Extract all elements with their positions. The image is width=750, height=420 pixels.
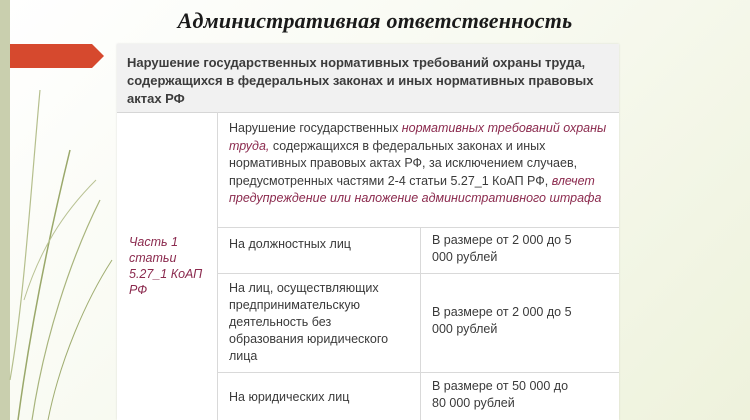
table-header: [117, 44, 619, 113]
grass-line: [10, 90, 40, 380]
penalty-cell: В размере от 2 000 до 5 000 рублей: [432, 233, 572, 264]
penalty-cell: В размере от 2 000 до 5 000 рублей: [432, 305, 572, 336]
article-reference: Часть 1 статьи 5.27_1 КоАП РФ: [129, 235, 203, 297]
penalty-cell: В размере от 50 000 до 80 000 рублей: [432, 379, 569, 410]
description-highlight: влечет предупреждение или наложение административного штрафа: [229, 173, 602, 205]
grass-line: [24, 180, 96, 300]
slide-title: Административная ответственность: [177, 8, 573, 33]
grass-line: [48, 260, 112, 420]
grid-line: [217, 273, 619, 274]
grass-line: [18, 150, 70, 420]
subject-cell: На юридических лиц: [229, 390, 350, 404]
grid-line: [420, 227, 421, 420]
grid-line: [217, 372, 619, 373]
left-border-bar: [0, 0, 10, 420]
grid-line: [217, 227, 619, 228]
description-text: Нарушение государственных: [229, 121, 402, 135]
description-text: содержащихся в федеральных законах и иных нормативных правовых актах РФ, за исключением случаев, предусмотренных частями 2-4 статьи 5.27_1 КоАП РФ,: [229, 138, 578, 188]
penalty-table: [117, 44, 619, 420]
grass-line: [32, 200, 100, 420]
table-header-text: Нарушение государственных нормативных требований охраны труда, содержащихся в федеральных законах и иных нормативных правовых актах РФ: [127, 55, 594, 106]
subject-cell: На лиц, осуществляющих предпринимательскую деятельность без образования юридического лица: [229, 281, 389, 363]
description-highlight: нормативных требований охраны труда,: [229, 121, 607, 153]
subject-cell: На должностных лиц: [229, 237, 351, 251]
grid-line: [217, 112, 218, 420]
violation-description: [229, 120, 609, 208]
accent-arrow-shape: [0, 44, 104, 68]
